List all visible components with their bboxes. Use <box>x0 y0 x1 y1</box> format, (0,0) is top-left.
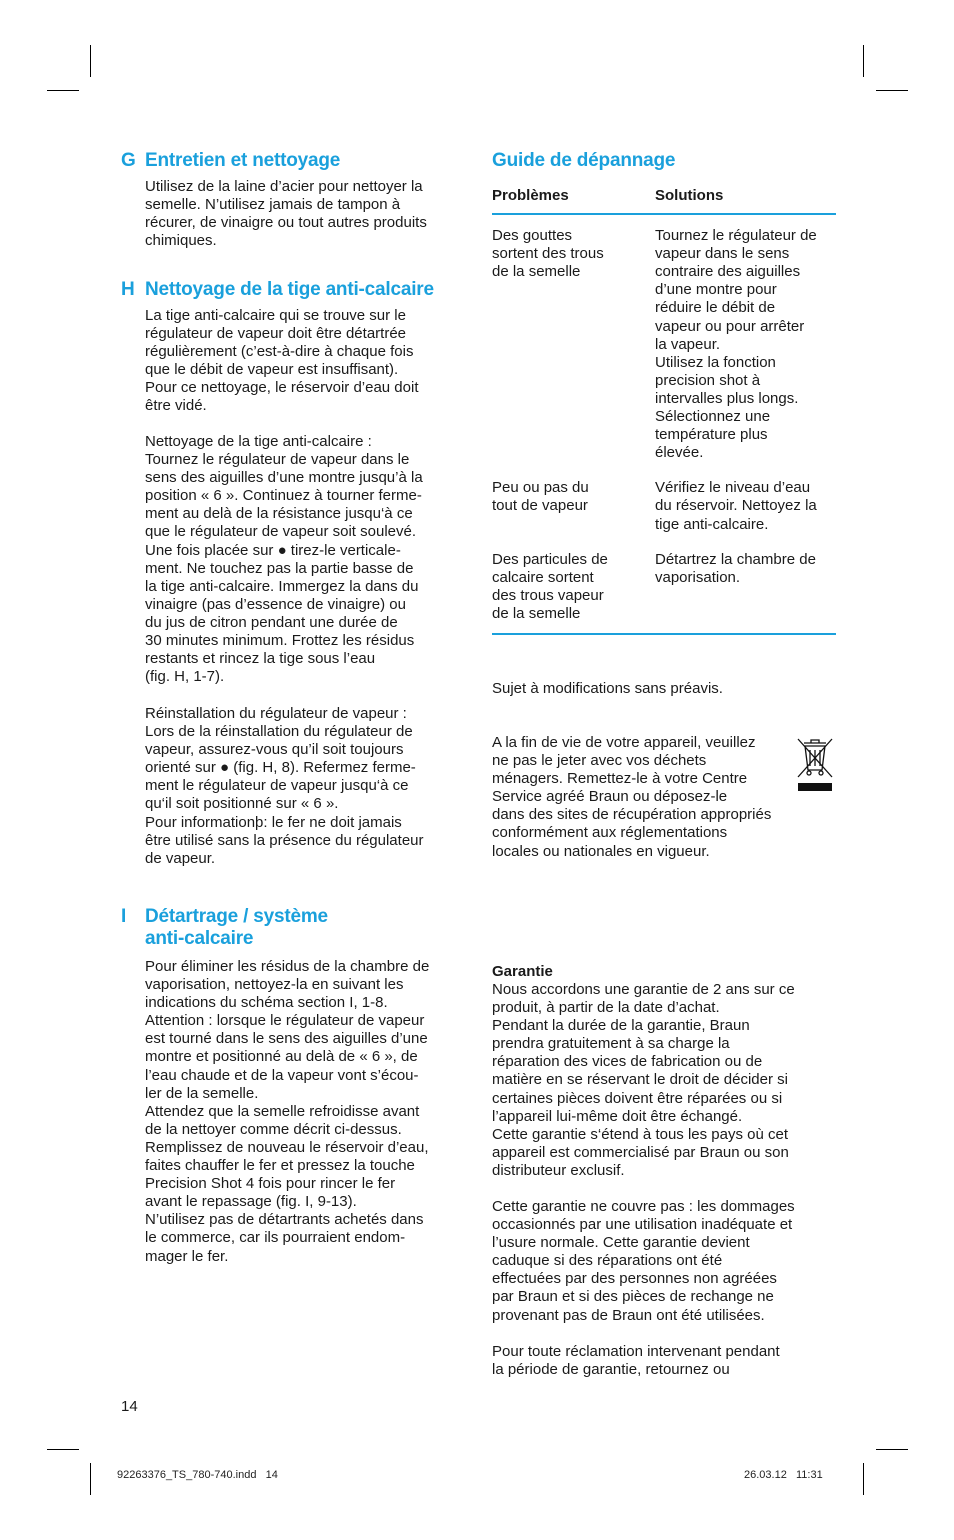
change-notice: Sujet à modifications sans préavis. <box>492 680 723 697</box>
problem-cell: Des gouttes sortent des trous de la semelle <box>492 227 604 281</box>
section-h-heading <box>121 279 481 303</box>
section-title: Détartrage / système anti-calcaire <box>145 906 328 949</box>
problem-cell: Peu ou pas du tout de vapeur <box>492 479 589 515</box>
section-letter: G <box>121 150 136 171</box>
troubleshooting-table <box>492 185 836 635</box>
section-title: Entretien et nettoyage <box>145 150 341 171</box>
section-letter: I <box>121 906 127 927</box>
table-row <box>492 534 836 634</box>
crop-mark <box>876 90 908 91</box>
crop-mark <box>90 1463 91 1495</box>
crop-mark <box>90 45 91 77</box>
column-header-problems: Problèmes <box>492 185 655 214</box>
column-header-solutions: Solutions <box>655 185 836 214</box>
crop-mark <box>863 1463 864 1495</box>
warranty-title: Garantie <box>492 963 553 980</box>
solution-cell: Détartrez la chambre de vaporisation. <box>655 534 836 634</box>
solution-cell: Tournez le régulateur de vapeur dans le sens contraire des aiguilles d’une montre pour réduire le débit de vapeur ou pour arrêter la vapeur. Utilisez la fonction precision shot à intervalles plus longs. Sélectionnez une température plus élevée. <box>655 227 817 462</box>
disposal-text: A la fin de vie de votre appareil, veuillez ne pas le jeter avec vos déchets ménagers. Remettez-le à votre Centre Service agréé Braun ou déposez-le dans des sites de récupération appropriés conformément aux réglementations locales ou nationales en vigueur. <box>492 734 772 860</box>
solution-cell: Vérifiez le niveau d’eau du réservoir. Nettoyez la tige anti-calcaire. <box>655 479 817 533</box>
warranty-body-1: Nous accordons une garantie de 2 ans sur ce produit, à partir de la date d’achat. Pendant la durée de la garantie, Braun prendra gratuitement à sa charge la réparation des vices de fabrication ou de matière en se réservant le droit de décider si certaines pièces doivent être réparées ou si l’appareil lui-même doit être échangé. Cette garantie s‘étend à tous les pays où cet appareil est commercialisé par Braun ou son distributeur exclusif. <box>492 981 795 1179</box>
section-letter: H <box>121 279 135 300</box>
table-row <box>492 462 836 533</box>
footer-file-info: 92263376_TS_780-740.indd 14 <box>117 1469 278 1481</box>
section-h-intro: La tige anti-calcaire qui se trouve sur le régulateur de vapeur doit être détartrée régulièrement (c’est-à-dire à chaque fois que le débit de vapeur est insuffisant). Pour ce nettoyage, le réservoir d’eau doit être vidé. <box>145 307 419 415</box>
troubleshooting-title: Guide de dépannage <box>492 150 676 171</box>
section-g-body: Utilisez de la laine d’acier pour nettoyer la semelle. N’utilisez jamais de tampon à récurer, de vinaigre ou tout autres produits chimiques. <box>145 178 427 250</box>
section-h-reinstall: Réinstallation du régulateur de vapeur : Lors de la réinstallation du régulateur de vapeur, assurez-vous qu’il soit toujours orienté sur ● (fig. H, 8). Refermez ferme- ment le régulateur de vapeur jusqu‘à ce qu‘il soit positionné sur « 6 ». Pour informationþ: le fer ne doit jamais être utilisé sans la présence du régulateur de vapeur. <box>145 705 424 867</box>
footer-date: 26.03.12 11:31 <box>744 1469 823 1481</box>
problem-cell: Des particules de calcaire sortent des trous vapeur de la semelle <box>492 534 655 634</box>
warranty-body-3: Pour toute réclamation intervenant pendant la période de garantie, retournez ou <box>492 1343 780 1379</box>
section-title: Nettoyage de la tige anti-calcaire <box>145 279 434 300</box>
crossed-out-wheelie-bin-icon <box>795 737 835 793</box>
crop-mark <box>863 45 864 77</box>
section-i-body: Pour éliminer les résidus de la chambre de vaporisation, nettoyez-la en suivant les indications du schéma section I, 1-8. Attention : lorsque le régulateur de vapeur est tourné dans le sens des aiguilles d’une montre et positionné au delà de « 6 », de l’eau chaude et de la vapeur vont s’écou- ler de la semelle. Attendez que la semelle refroidisse avant de la nettoyer comme décrit ci-dessus. Remplissez de nouveau le réservoir d’eau, faites chauffer le fer et pressez la touche Precision Shot 4 fois pour rincer le fer avant le repassage (fig. I, 9-13). N’utilisez pas de détartrants achetés dans le commerce, car ils pourraient endom- mager le fer. <box>145 958 430 1265</box>
table-header-row <box>492 185 836 214</box>
crop-mark <box>47 90 79 91</box>
section-g-heading <box>121 150 481 174</box>
crop-mark <box>876 1449 908 1450</box>
table-row <box>492 214 836 462</box>
section-i-heading <box>121 906 481 952</box>
warranty-body-2: Cette garantie ne couvre pas : les dommages occasionnés par une utilisation inadéquate et l’usure normale. Cette garantie devient caduque si des réparations ont été effectuées par des personnes non agréées par Braun et si des pièces de rechange ne provenant pas de Braun ont été utilisées. <box>492 1198 795 1324</box>
section-h-cleaning: Nettoyage de la tige anti-calcaire : Tournez le régulateur de vapeur dans le sens des aiguilles d’une montre jusqu’à la position « 6 ». Continuez à tourner ferme- ment au delà de la résistance jusqu‘à ce que le régulateur de vapeur soit soulevé. Une fois placée sur ● tirez-le verticale- ment. Ne touchez pas la partie basse de la tige anti-calcaire. Immergez la dans du vinaigre (pas d’essence de vinaigre) ou du jus de citron pendant une durée de 30 minutes minimum. Frottez les résidus restants et rincez la tige sous l’eau (fig. H, 1-7). <box>145 433 423 686</box>
crop-mark <box>47 1449 79 1450</box>
page-number: 14 <box>121 1398 138 1415</box>
